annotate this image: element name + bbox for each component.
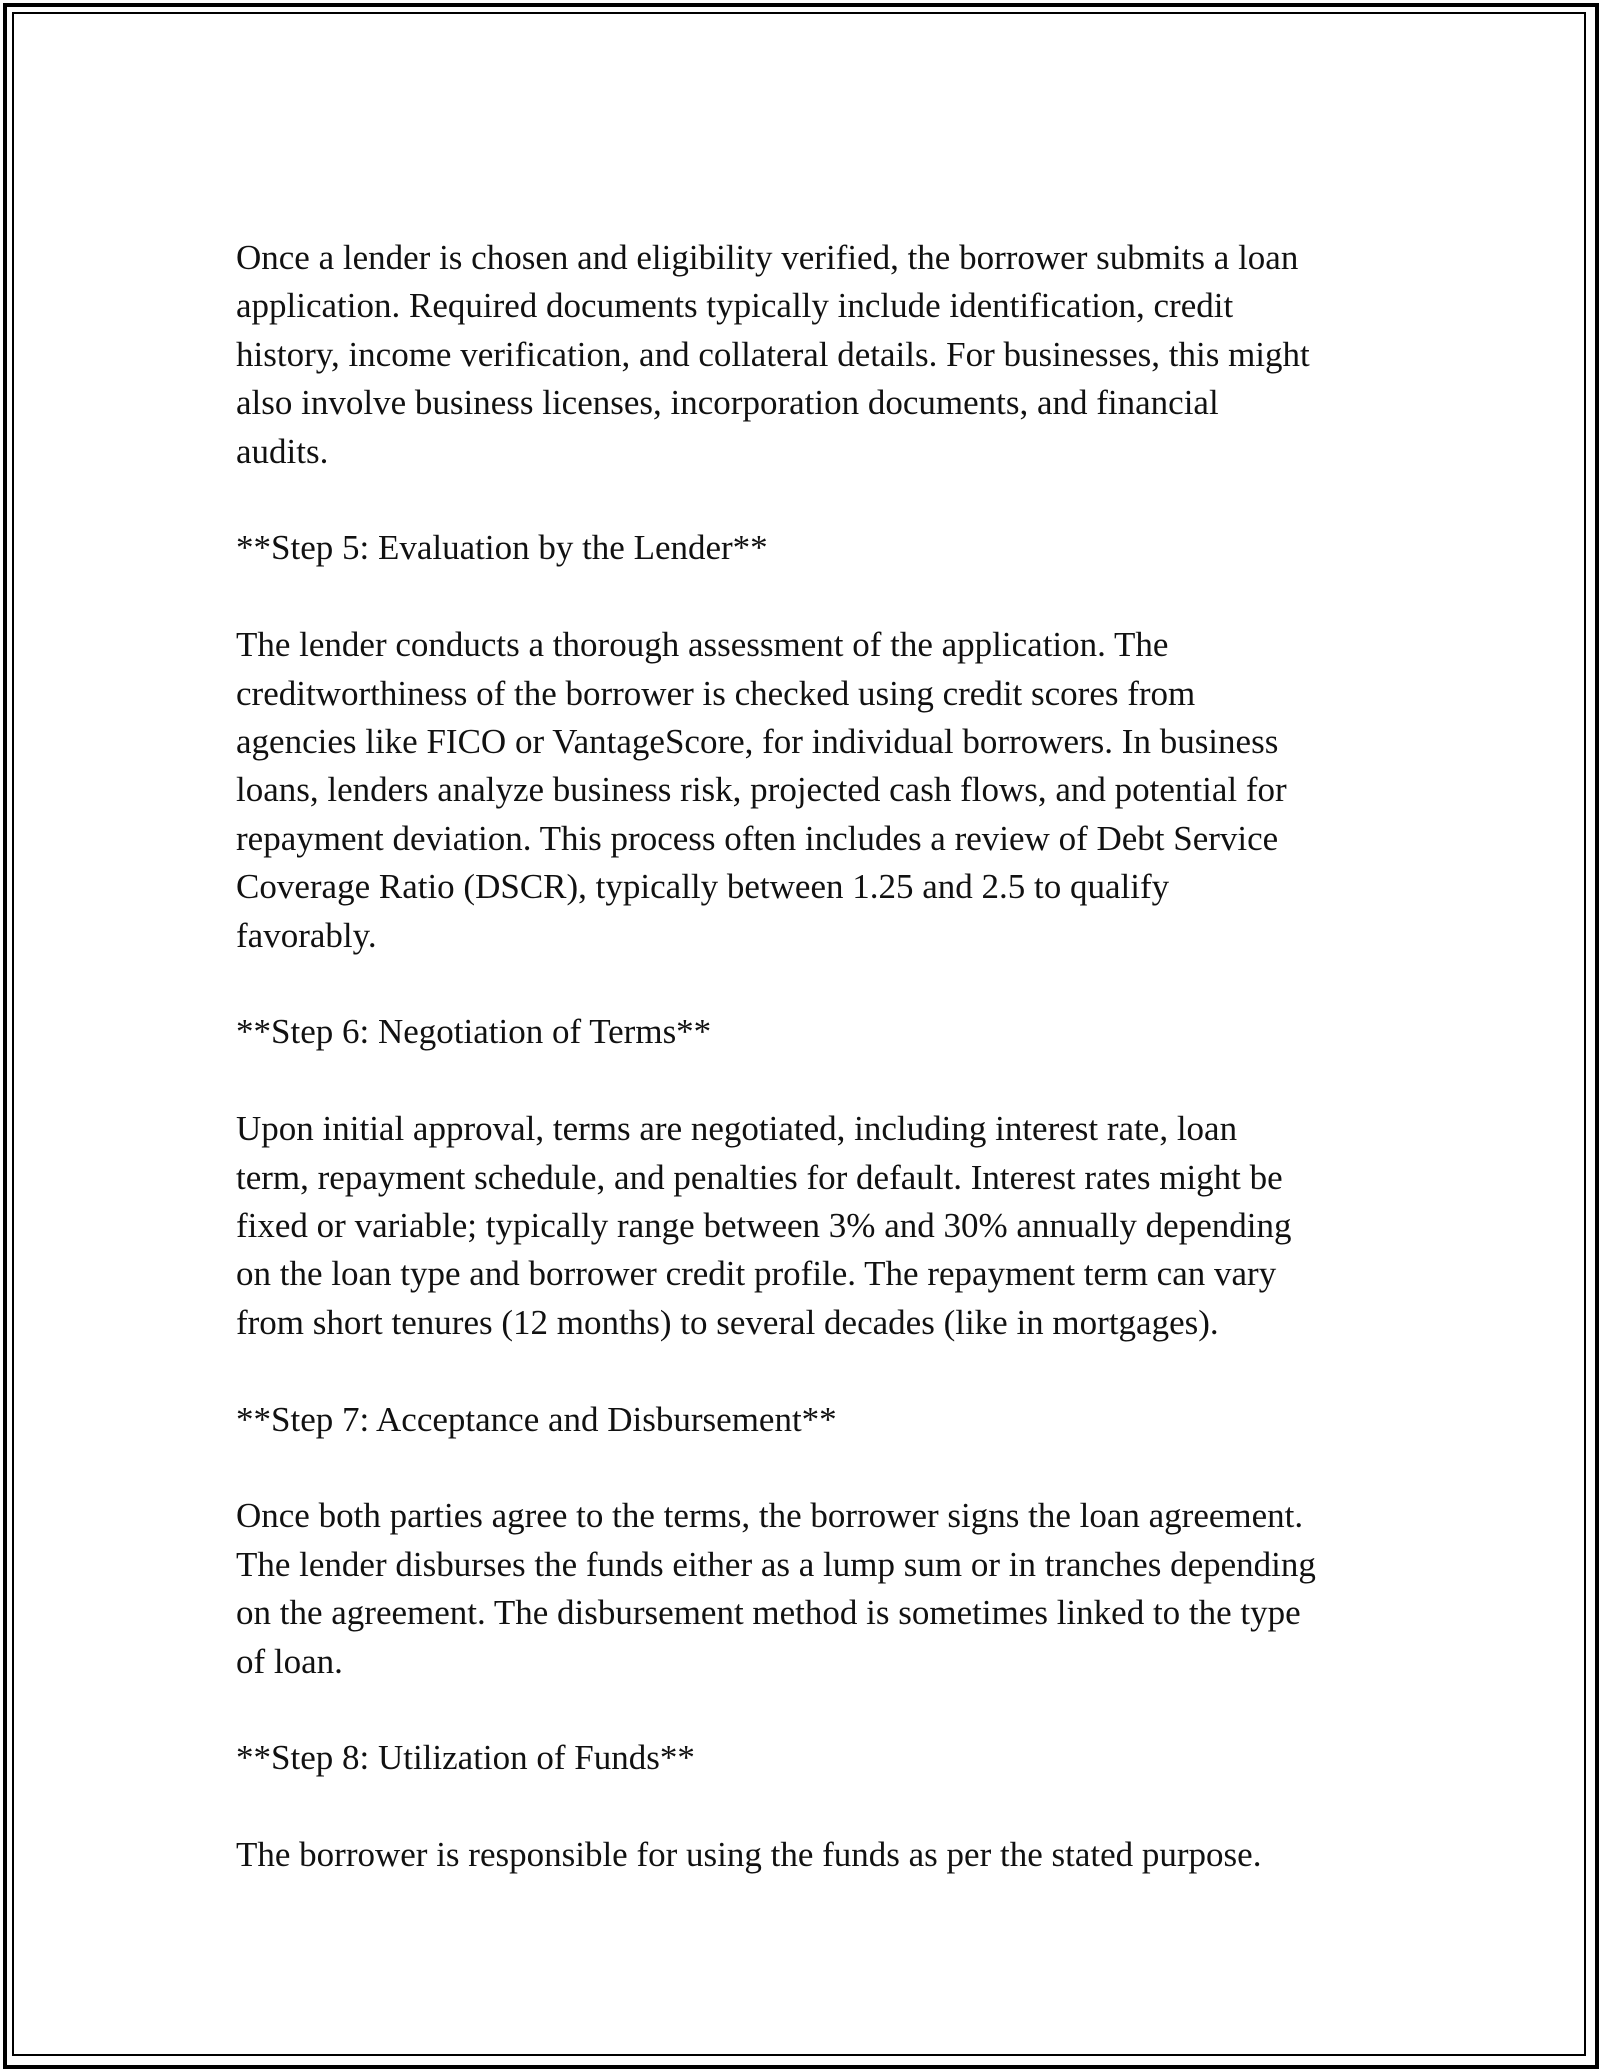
document-body — [236, 234, 1386, 1928]
text-line: on the agreement. The disbursement method is sometimes linked to the type — [236, 1593, 1301, 1633]
heading-step-6 — [236, 1008, 1386, 1056]
text-line: from short tenures (12 months) to several decades (like in mortgages). — [236, 1302, 1219, 1342]
heading-text: **Step 8: Utilization of Funds** — [236, 1738, 695, 1778]
text-line: application. Required documents typically include identification, credit — [236, 286, 1234, 326]
paragraph-evaluation — [236, 621, 1386, 960]
text-line: loans, lenders analyze business risk, projected cash flows, and potential for — [236, 770, 1287, 810]
heading-step-5 — [236, 524, 1386, 572]
paragraph-disbursement — [236, 1492, 1386, 1686]
text-line: The lender conducts a thorough assessment of the application. The — [236, 625, 1169, 665]
text-line: repayment deviation. This process often includes a review of Debt Service — [236, 818, 1279, 858]
text-line: on the loan type and borrower credit profile. The repayment term can vary — [236, 1254, 1277, 1294]
text-line: favorably. — [236, 915, 377, 955]
paragraph-utilization — [236, 1831, 1386, 1879]
text-line: The lender disburses the funds either as a lump sum or in tranches depending — [236, 1544, 1316, 1584]
heading-step-8 — [236, 1734, 1386, 1782]
paragraph-negotiation — [236, 1105, 1386, 1347]
text-line: also involve business licenses, incorporation documents, and financial — [236, 383, 1219, 423]
text-line: agencies like FICO or VantageScore, for individual borrowers. In business — [236, 722, 1279, 762]
heading-text: **Step 7: Acceptance and Disbursement** — [236, 1399, 837, 1439]
text-line: fixed or variable; typically range between 3% and 30% annually depending — [236, 1206, 1292, 1246]
heading-text: **Step 6: Negotiation of Terms** — [236, 1012, 712, 1052]
text-line: term, repayment schedule, and penalties for default. Interest rates might be — [236, 1157, 1283, 1197]
text-line: The borrower is responsible for using the funds as per the stated purpose. — [236, 1835, 1262, 1875]
text-line: history, income verification, and collateral details. For businesses, this might — [236, 334, 1310, 374]
heading-step-7 — [236, 1396, 1386, 1444]
text-line: creditworthiness of the borrower is checked using credit scores from — [236, 673, 1196, 713]
paragraph-application — [236, 234, 1386, 476]
heading-text: **Step 5: Evaluation by the Lender** — [236, 528, 768, 568]
text-line: of loan. — [236, 1641, 343, 1681]
text-line: audits. — [236, 431, 329, 471]
text-line: Once a lender is chosen and eligibility verified, the borrower submits a loan — [236, 238, 1299, 277]
text-line: Coverage Ratio (DSCR), typically between 1.25 and 2.5 to qualify — [236, 867, 1170, 907]
text-line: Upon initial approval, terms are negotiated, including interest rate, loan — [236, 1109, 1238, 1149]
text-line: Once both parties agree to the terms, the borrower signs the loan agreement. — [236, 1496, 1304, 1536]
